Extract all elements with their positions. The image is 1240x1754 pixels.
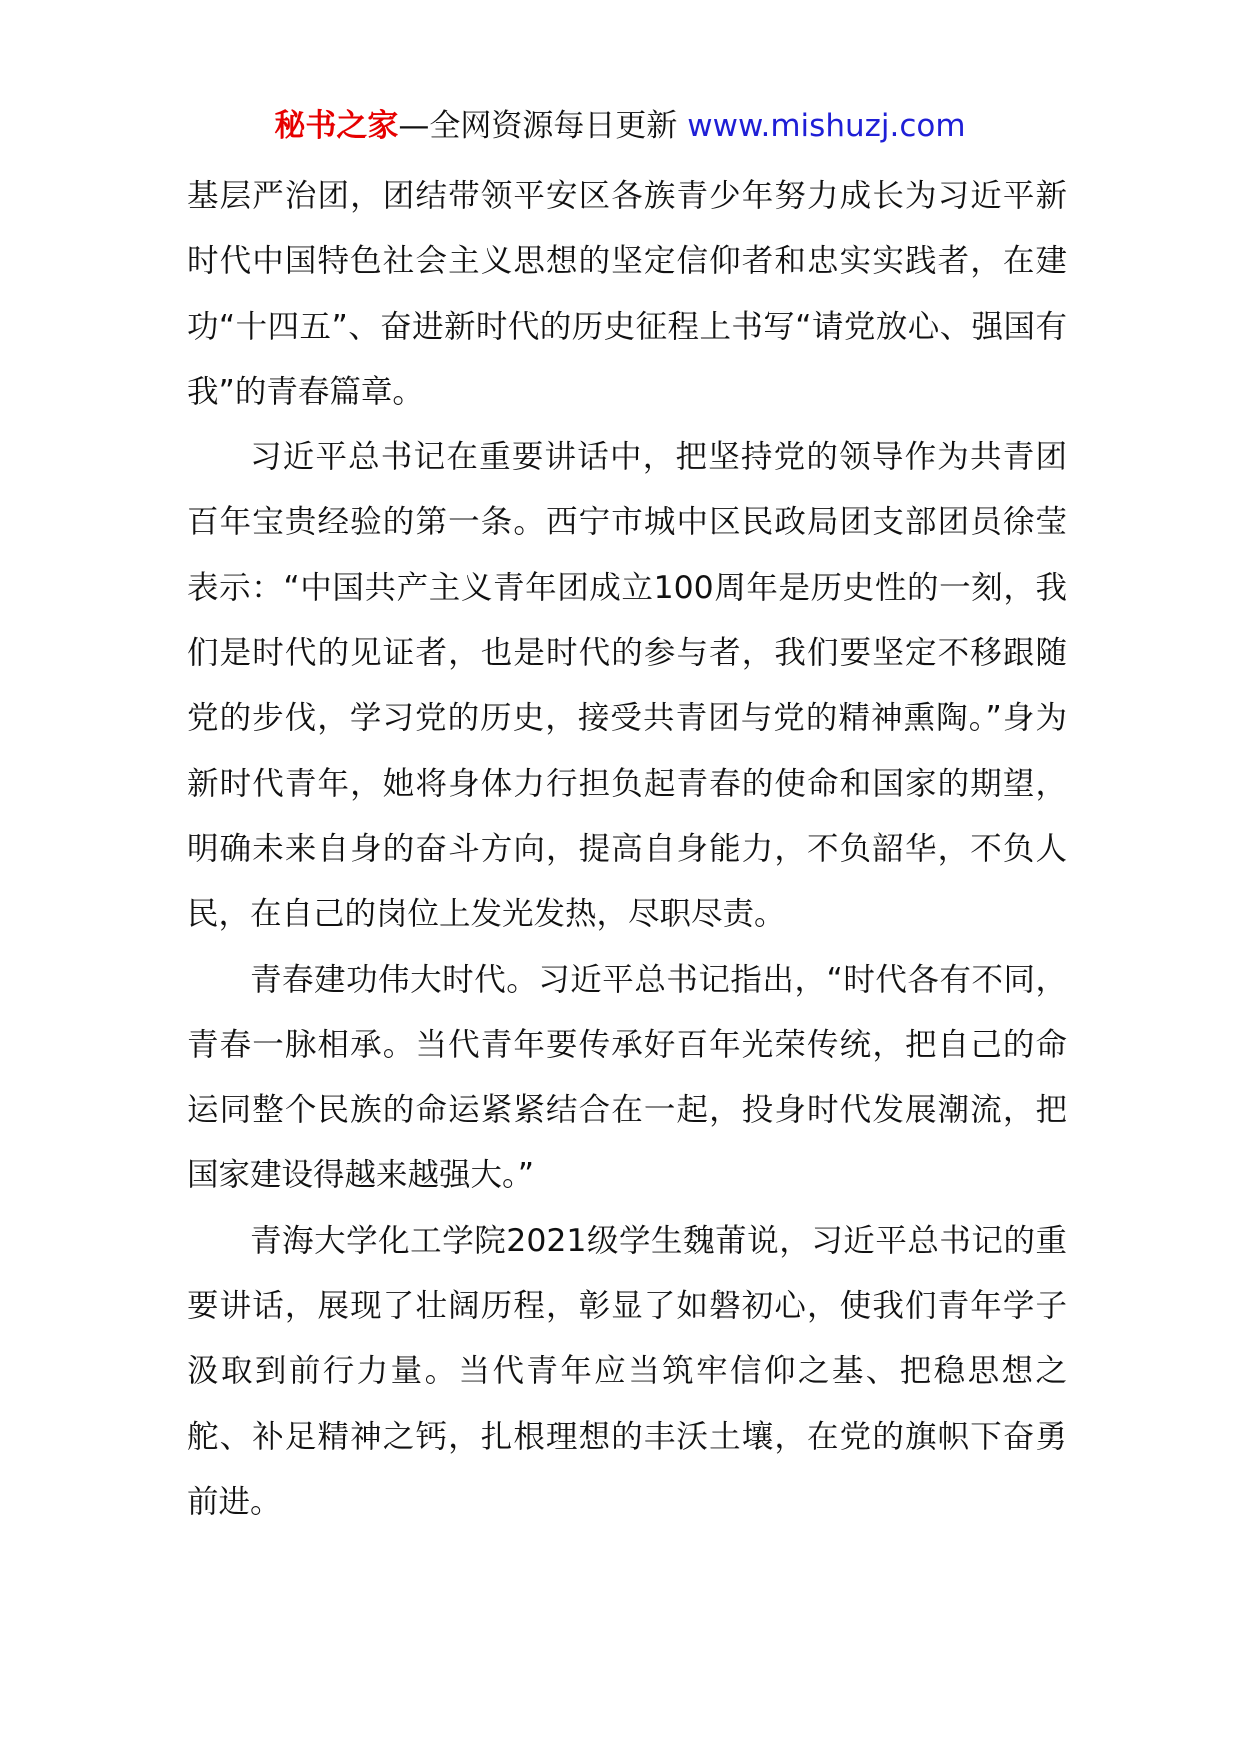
header-slogan: —全网资源每日更新: [398, 108, 678, 144]
document-body: [187, 164, 1067, 1535]
page-header: [0, 106, 1240, 146]
paragraph-continued: 基层严治团，团结带领平安区各族青少年努力成长为习近平新时代中国特色社会主义思想的坚定信仰者和忠实实践者，在建功“十四五”、奋进新时代的历史征程上书写“请党放心、强国有我”的青春篇章。: [187, 178, 1067, 410]
paragraph: 青海大学化工学院2021级学生魏莆说，习近平总书记的重要讲话，展现了壮阔历程，彰显了如磐初心，使我们青年学子汲取到前行力量。当代青年应当筑牢信仰之基、把稳思想之舵、补足精神之钙，扎根理想的丰沃土壤，在党的旗帜下奋勇前进。: [187, 1222, 1067, 1520]
paragraph: 习近平总书记在重要讲话中，把坚持党的领导作为共青团百年宝贵经验的第一条。西宁市城中区民政局团支部团员徐莹表示：“中国共产主义青年团成立100周年是历史性的一刻，我们是时代的见证者，也是时代的参与者，我们要坚定不移跟随党的步伐，学习党的历史，接受共青团与党的精神熏陶。”身为新时代青年，她将身体力行担负起青春的使命和国家的期望，明确未来自身的奋斗方向，提高自身能力，不负韶华，不负人民，在自己的岗位上发光发热，尽职尽责。: [187, 439, 1067, 933]
header-url[interactable]: www.mishuzj.com: [687, 108, 966, 144]
brand-name: 秘书之家: [274, 108, 399, 144]
paragraph: 青春建功伟大时代。习近平总书记指出，“时代各有不同，青春一脉相承。当代青年要传承好百年光荣传统，把自己的命运同整个民族的命运紧紧结合在一起，投身时代发展潮流，把国家建设得越来越强大。”: [187, 961, 1067, 1194]
